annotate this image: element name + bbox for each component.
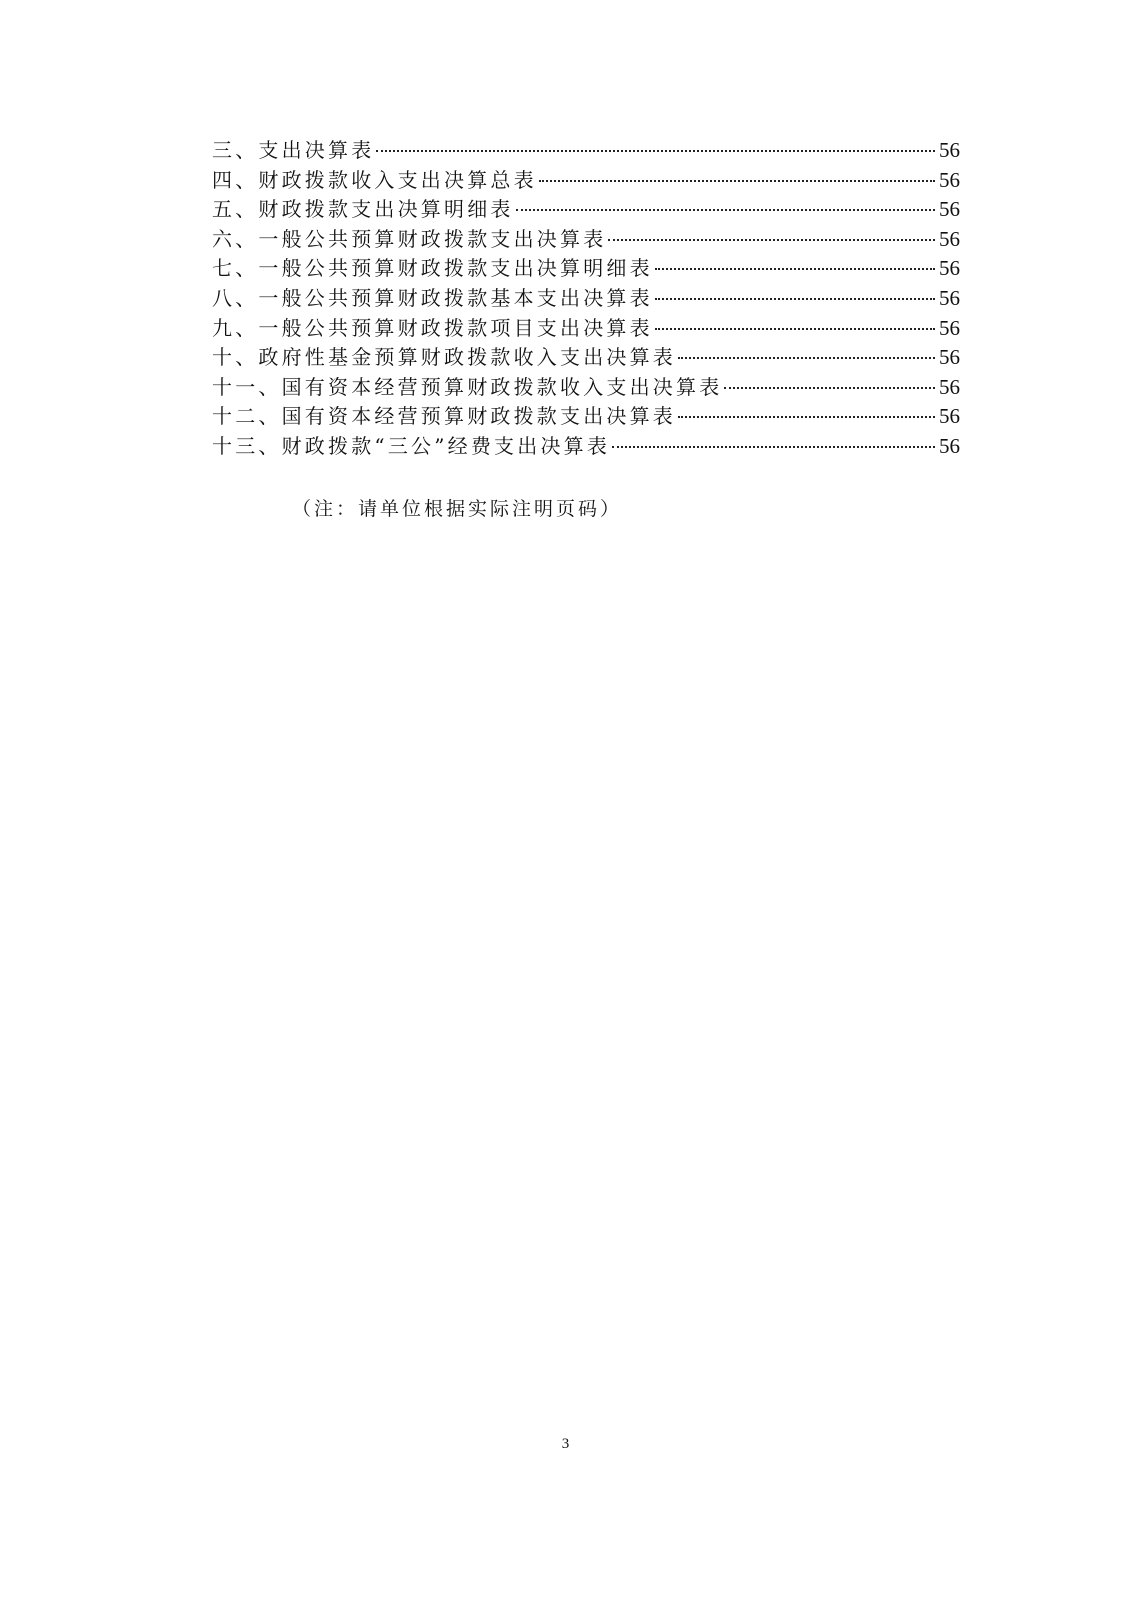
toc-entry[interactable] xyxy=(212,254,960,284)
toc-leader-dots xyxy=(516,209,935,211)
toc-entry[interactable] xyxy=(212,166,960,196)
toc-entry[interactable] xyxy=(212,373,960,403)
toc-leader-dots xyxy=(608,239,935,241)
toc-entry-title: 十、政府性基金预算财政拨款收入支出决算表 xyxy=(212,345,676,370)
table-of-contents xyxy=(212,136,960,462)
toc-entry-page: 56 xyxy=(939,374,960,399)
toc-entry-title: 五、财政拨款支出决算明细表 xyxy=(212,197,514,222)
toc-leader-dots xyxy=(539,180,935,182)
toc-entry-page: 56 xyxy=(939,404,960,429)
toc-entry-page: 56 xyxy=(939,256,960,281)
toc-entry-page: 56 xyxy=(939,433,960,458)
toc-entry[interactable] xyxy=(212,314,960,344)
toc-leader-dots xyxy=(655,298,935,300)
toc-entry-page: 56 xyxy=(939,167,960,192)
page-number: 3 xyxy=(561,1436,570,1452)
toc-leader-dots xyxy=(655,268,935,270)
toc-leader-dots xyxy=(678,416,935,418)
toc-entry-title: 十三、财政拨款“三公”经费支出决算表 xyxy=(212,433,611,458)
toc-entry[interactable] xyxy=(212,195,960,225)
toc-entry[interactable] xyxy=(212,432,960,462)
toc-entry-page: 56 xyxy=(939,138,960,162)
toc-entry-title: 十二、国有资本经营预算财政拨款支出决算表 xyxy=(212,404,676,429)
toc-entry-page: 56 xyxy=(939,197,960,222)
toc-entry[interactable] xyxy=(212,284,960,314)
toc-leader-dots xyxy=(678,357,935,359)
toc-entry-page: 56 xyxy=(939,345,960,370)
toc-entry-title: 八、一般公共预算财政拨款基本支出决算表 xyxy=(212,285,653,310)
toc-entry-title: 七、一般公共预算财政拨款支出决算明细表 xyxy=(212,256,653,281)
toc-leader-dots xyxy=(376,150,935,152)
toc-leader-dots xyxy=(612,446,935,448)
toc-entry[interactable] xyxy=(212,402,960,432)
toc-entry-title: 十一、国有资本经营预算财政拨款收入支出决算表 xyxy=(212,374,723,399)
toc-leader-dots xyxy=(655,328,935,330)
toc-entry-title: 四、财政拨款收入支出决算总表 xyxy=(212,167,537,192)
toc-entry-page: 56 xyxy=(939,315,960,340)
toc-entry[interactable] xyxy=(212,343,960,373)
toc-entry[interactable] xyxy=(212,136,960,166)
toc-entry-title: 三、支出决算表 xyxy=(212,138,375,162)
page-number-note: （注：请单位根据实际注明页码） xyxy=(292,498,623,520)
toc-entry-page: 56 xyxy=(939,226,960,251)
toc-leader-dots xyxy=(724,387,935,389)
toc-entry-title: 九、一般公共预算财政拨款项目支出决算表 xyxy=(212,315,653,340)
toc-entry-title: 六、一般公共预算财政拨款支出决算表 xyxy=(212,226,607,251)
toc-entry[interactable] xyxy=(212,225,960,255)
toc-entry-page: 56 xyxy=(939,285,960,310)
